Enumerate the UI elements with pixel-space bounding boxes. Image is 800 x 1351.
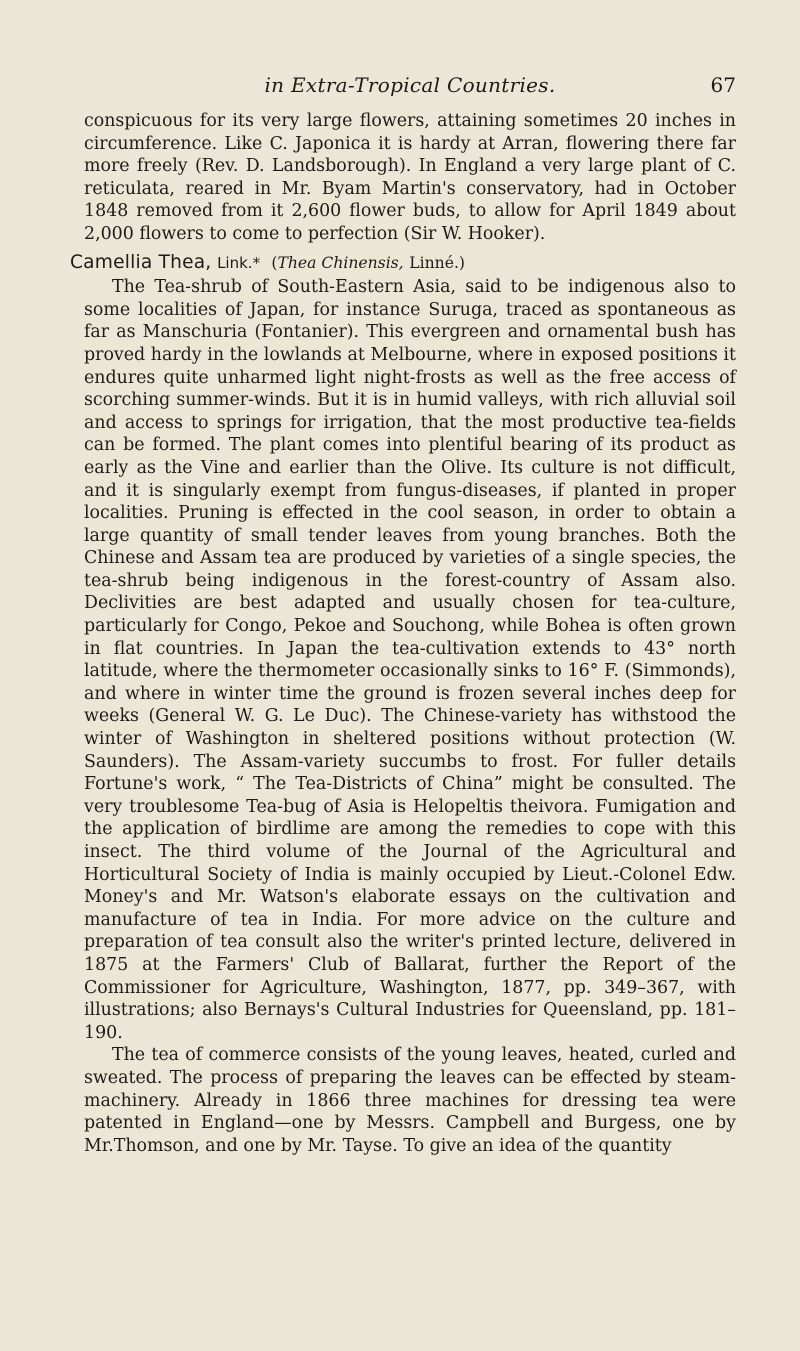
page-number: 67 xyxy=(710,73,736,97)
entry-heading xyxy=(70,252,736,275)
synonym-open-paren: ( xyxy=(271,253,278,272)
running-head xyxy=(84,0,736,97)
body-text xyxy=(70,110,736,1157)
species-name: Camellia Thea, xyxy=(70,251,212,273)
entry-paragraph-2: The tea of commerce consists of the young leaves, heated, curled and sweated. The process of preparing the leaves can be effected by steam-machinery. Already in 1866 three machines for dressing tea were patented in England—one by Messrs. Campbell and Burgess, one by Mr.Thomson, and one by Mr. Tayse. To give an idea of the quantity xyxy=(84,1045,736,1156)
synonym-author: Linné.) xyxy=(409,253,465,272)
synonym-name: Thea Chinensis, xyxy=(277,253,404,272)
continuation-paragraph: conspicuous for its very large flowers, attaining sometimes 20 inches in circumference. Like C. Japonica it is hardy at Arran, flowering there far more freely (Rev. D. Landsborough). In England a very large plant of C. reticulata, reared in Mr. Byam Martin's conservatory, had in October 1848 removed from it 2,600 flower buds, to allow for April 1849 about 2,000 flowers to come to perfection (Sir W. Hooker). xyxy=(84,111,736,244)
entry-paragraph-1: The Tea-shrub of South-Eastern Asia, said to be indigenous also to some localities of Japan, for instance Suruga, traced as spontaneous as far as Manschuria (Fontanier). This evergreen and ornamental bush has proved hardy in the lowlands at Melbourne, where in exposed positions it endures quite unharmed light night-frosts as well as the free access of scorching summer-winds. But it is in humid valleys, with rich alluvial soil and access to springs for irrigation, that the most productive tea-fields can be formed. The plant comes into plentiful bearing of its product as early as the Vine and earlier than the Olive. Its culture is not difficult, and it is singularly exempt from fungus-diseases, if planted in proper localities. Pruning is effected in the cool season, in order to obtain a large quantity of small tender leaves from young branches. Both the Chinese and Assam tea are produced by varieties of a single species, the tea-shrub being indigenous in the forest-country of Assam also. Declivities are best adapted and usually chosen for tea-culture, particularly for Congo, Pekoe and Souchong, while Bohea is often grown in flat countries. In Japan the tea-cultivation extends to 43° north latitude, where the thermometer occasionally sinks to 16° F. (Simmonds), and where in winter time the ground is frozen several inches deep for weeks (General W. G. Le Duc). The Chinese-variety has withstood the winter of Washington in sheltered positions without protection (W. Saunders). The Assam-variety succumbs to frost. For fuller details Fortune's work, “ The Tea-Districts of China” might be consulted. The very troublesome Tea-bug of Asia is Helopeltis theivora. Fumigation and the application of birdlime are among the remedies to cope with this insect. The third volume of the Journal of the Agricultural and Horticultural Society of India is mainly occupied by Lieut.-Colonel Edw. Money's and Mr. Watson's elaborate essays on the cultivation and manufacture of tea in India. For more advice on the culture and preparation of tea consult also the writer's printed lecture, delivered in 1875 at the Farmers' Club of Ballarat, further the Report of the Commissioner for Agriculture, Washington, 1877, pp. 349–367, with illustrations; also Bernays's Cultural Industries for Queensland, pp. 181–190. xyxy=(84,277,736,1043)
species-author: Link.* xyxy=(217,253,261,272)
running-title: in Extra-Tropical Countries. xyxy=(264,73,556,97)
